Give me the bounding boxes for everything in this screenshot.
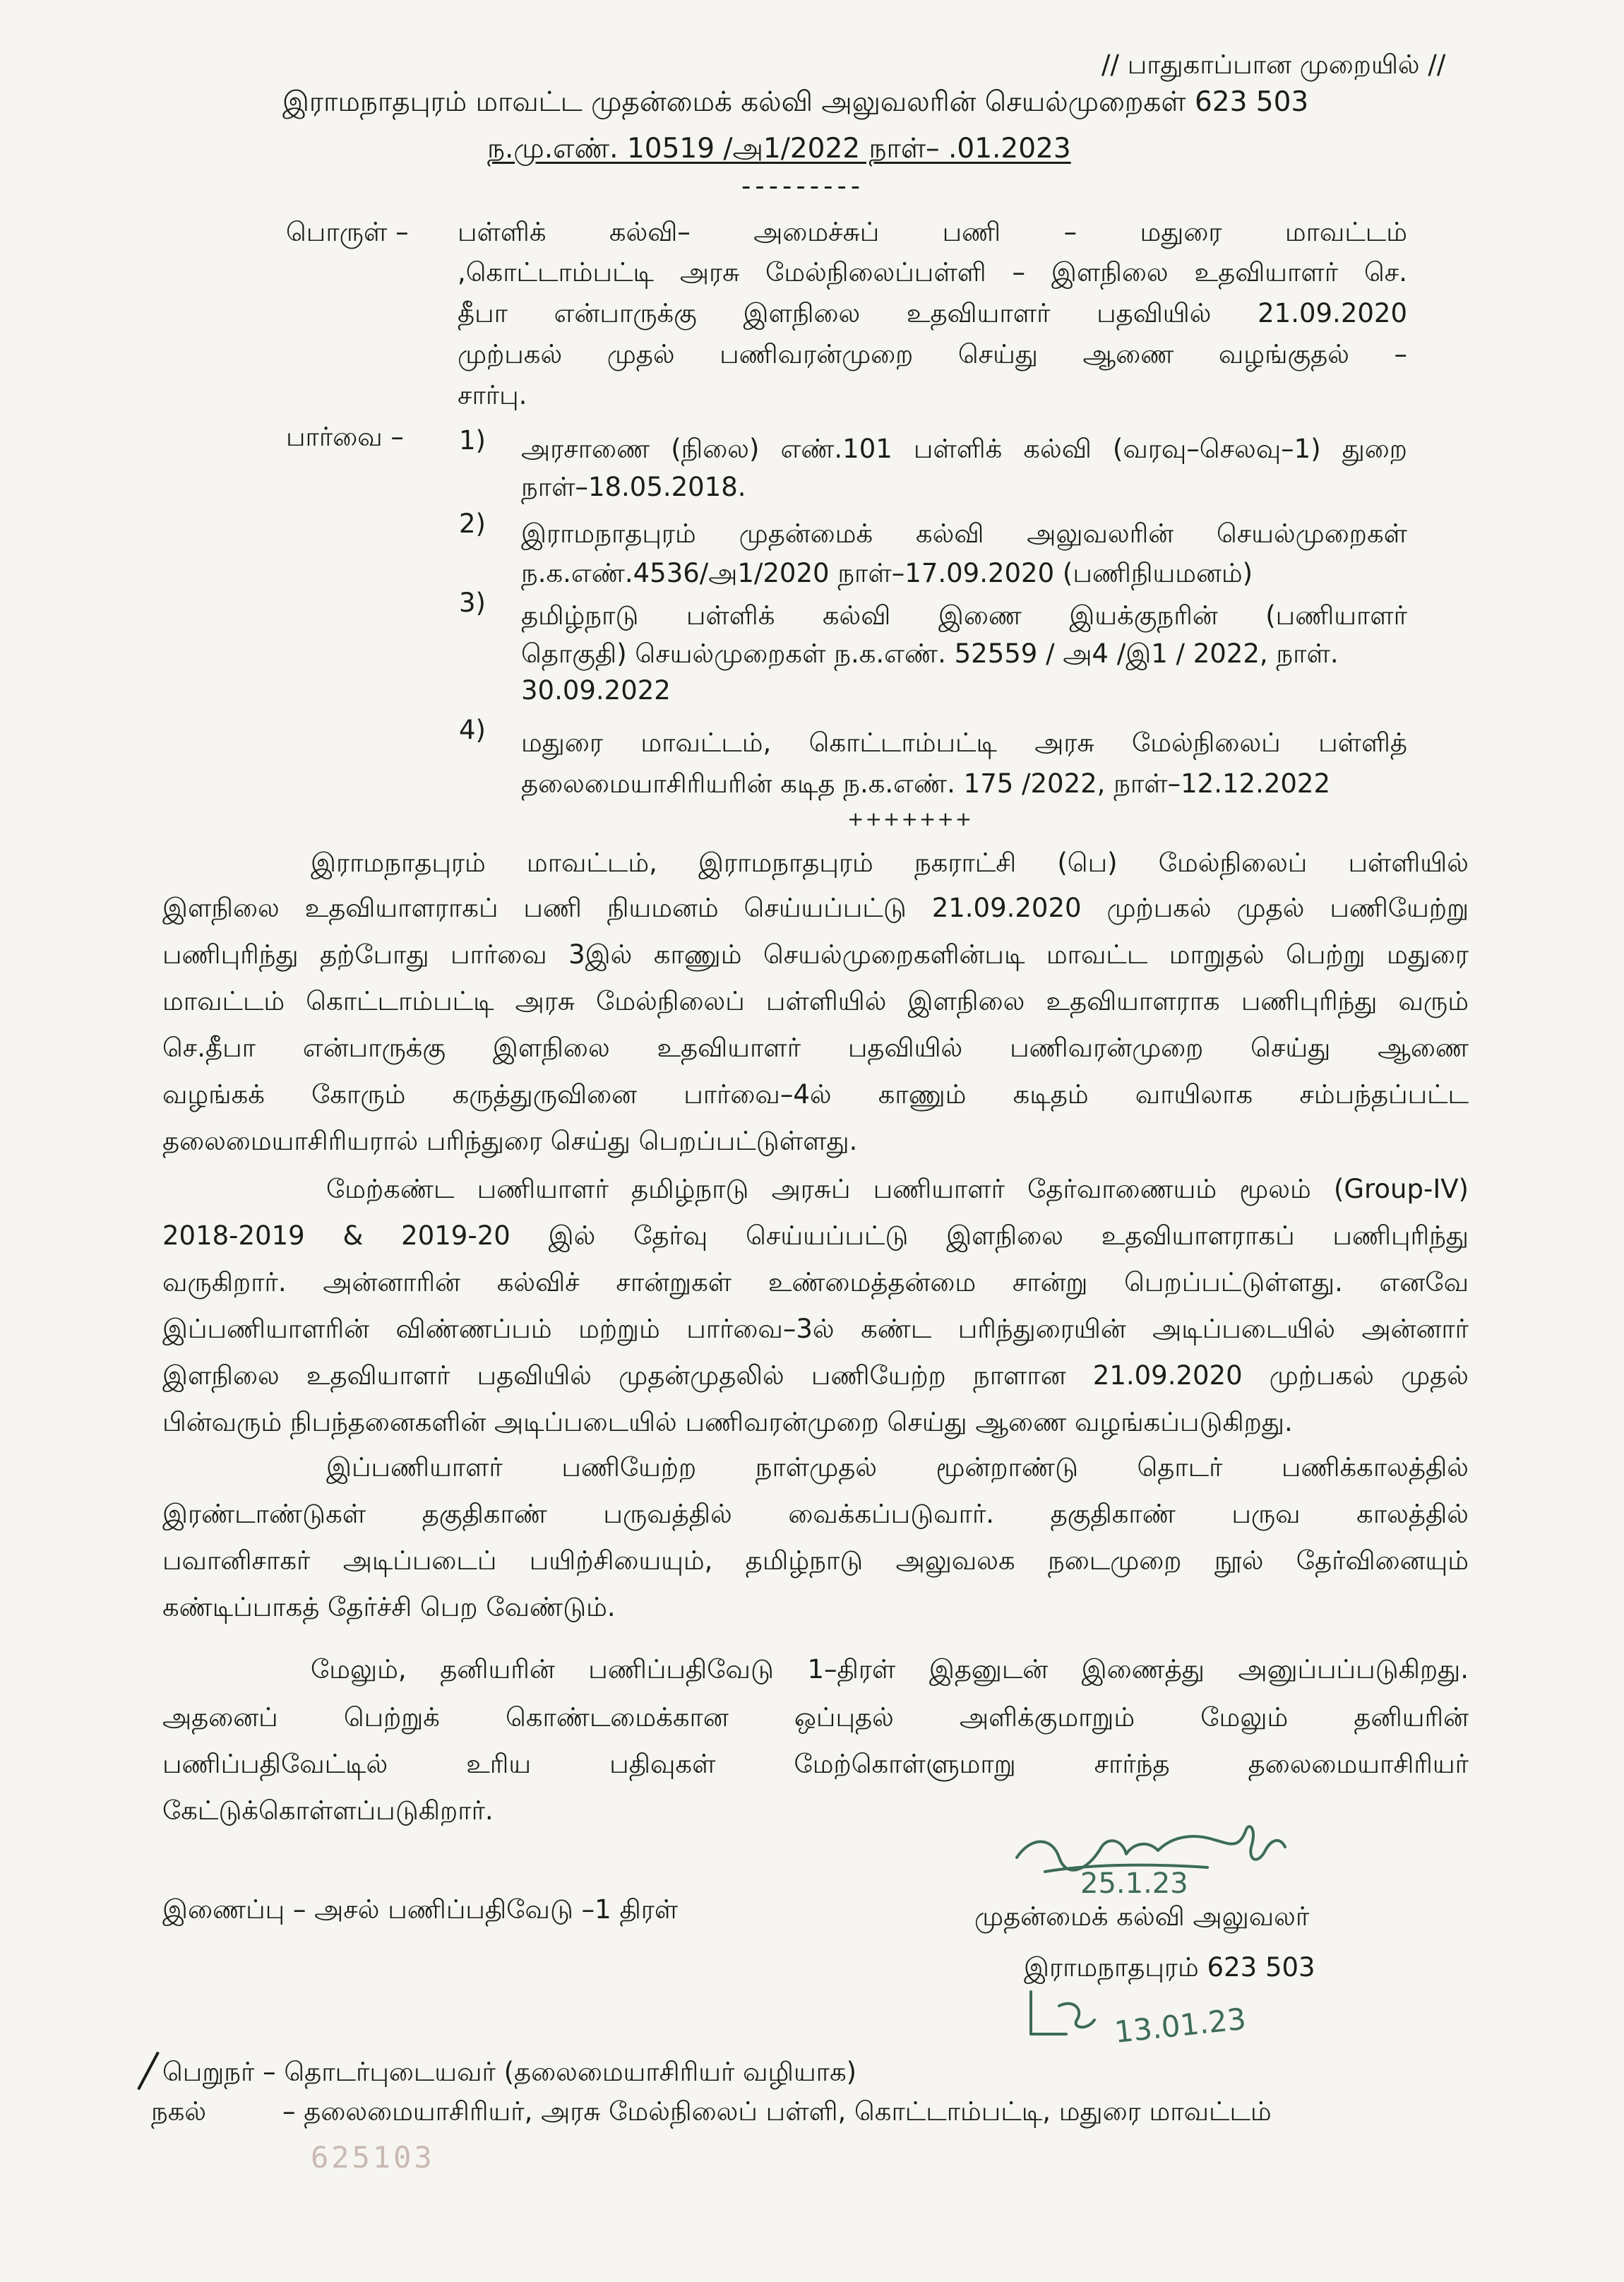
plus-divider: +++++++ — [847, 807, 974, 831]
reference-2-line-1: இராமநாதபுரம் முதன்மைக் கல்வி அலுவலரின் செயல்முறைகள் — [521, 518, 1407, 549]
reference-3-line-1: தமிழ்நாடு பள்ளிக் கல்வி இணை இயக்குநரின் (பணியாளர் — [521, 600, 1407, 631]
reference-number-1: 1) — [459, 425, 486, 456]
subject-line-2: ,கொட்டாம்பட்டி அரசு மேல்நிலைப்பள்ளி – இளநிலை உதவியாளர் செ. — [458, 257, 1407, 287]
para2-line-4: இப்பணியாளரின் விண்ணப்பம் மற்றும் பார்வை–3ல் கண்ட பரிந்துரையின் அடிப்படையில் அன்னார் — [162, 1314, 1469, 1344]
office-title: இராமநாதபுரம் மாவட்ட முதன்மைக் கல்வி அலுவலரின் செயல்முறைகள் 623 503 — [282, 86, 1309, 118]
para1-line-5: செ.தீபா என்பாருக்கு இளநிலை உதவியாளர் பதவியில் பணிவரன்முறை செய்து ஆணை — [162, 1033, 1469, 1063]
para1-line-3: பணிபுரிந்து தற்போது பார்வை 3இல் காணும் செயல்முறைகளின்படி மாவட்ட மாறுதல் பெற்று மதுரை — [162, 939, 1469, 970]
reference-3-line-3: 30.09.2022 — [521, 675, 671, 706]
copy-label: நகல் — [151, 2096, 207, 2127]
para4-line-2: அதனைப் பெற்றுக் கொண்டமைக்கான ஒப்புதல் அளிக்குமாறும் மேலும் தனியரின் — [162, 1702, 1469, 1733]
reference-number-2: 2) — [459, 509, 486, 539]
reference-1-line-2: நாள்–18.05.2018. — [521, 472, 746, 502]
officer-signature — [1003, 1808, 1313, 1900]
stamp-number: 625103 — [311, 2140, 435, 2175]
initials-mark — [1017, 1978, 1313, 2055]
recipient-slash — [137, 2052, 160, 2091]
para1-line-2: இளநிலை உதவியாளராகப் பணி நியமனம் செய்யப்பட்டு 21.09.2020 முற்பகல் முதல் பணியேற்று — [162, 893, 1469, 923]
para2-line-3: வருகிறார். அன்னாரின் கல்விச் சான்றுகள் உண்மைத்தன்மை சான்று பெறப்பட்டுள்ளது. எனவே — [162, 1267, 1469, 1297]
para4-line-1: மேலும், தனியரின் பணிப்பதிவேடு 1–திரள் இதனுடன் இணைத்து அனுப்பப்படுகிறது. — [311, 1654, 1469, 1684]
references-label: பார்வை – — [286, 422, 404, 452]
reference-4-line-1: மதுரை மாவட்டம், கொட்டாம்பட்டி அரசு மேல்நிலைப் பள்ளித் — [521, 727, 1407, 758]
reference-2-line-2: ந.க.எண்.4536/அ1/2020 நாள்–17.09.2020 (பணிநியமனம்) — [521, 558, 1253, 588]
para3-line-1: இப்பணியாளர் பணியேற்ற நாள்முதல் மூன்றாண்டு தொடர் பணிக்காலத்தில் — [326, 1452, 1469, 1482]
para2-line-6: பின்வரும் நிபந்தனைகளின் அடிப்படையில் பணிவரன்முறை செய்து ஆணை வழங்கப்படுகிறது. — [162, 1407, 1293, 1437]
reference-number-3: 3) — [459, 588, 486, 618]
reference-number-4: 4) — [459, 715, 486, 745]
para2-line-5: இளநிலை உதவியாளர் பதவியில் முதன்முதலில் பணியேற்ற நாளான 21.09.2020 முற்பகல் முதல் — [162, 1360, 1469, 1391]
officer-designation: முதன்மைக் கல்வி அலுவலர் — [974, 1901, 1310, 1932]
para1-line-4: மாவட்டம் கொட்டாம்பட்டி அரசு மேல்நிலைப் பள்ளியில் இளநிலை உதவியாளராக பணிபுரிந்து வரும் — [162, 986, 1469, 1016]
subject-line-3: தீபா என்பாருக்கு இளநிலை உதவியாளர் பதவியில் 21.09.2020 — [458, 298, 1407, 328]
reference-number: ந.மு.எண். 10519 /அ1/2022 நாள்– .01.2023 — [487, 133, 1071, 165]
para3-line-3: பவானிசாகர் அடிப்படைப் பயிற்சியையும், தமிழ்நாடு அலுவலக நடைமுறை நூல் தேர்வினையும் — [162, 1545, 1469, 1576]
para4-line-3: பணிப்பதிவேட்டில் உரிய பதிவுகள் மேற்கொள்ளுமாறு சார்ந்த தலைமையாசிரியர் — [162, 1749, 1469, 1779]
para1-line-6: வழங்கக் கோரும் கருத்துருவினை பார்வை–4ல் காணும் கடிதம் வாயிலாக சம்பந்தப்பட்ட — [162, 1079, 1469, 1110]
para3-line-2: இரண்டாண்டுகள் தகுதிகாண் பருவத்தில் வைக்கப்படுவார். தகுதிகாண் பருவ காலத்தில் — [162, 1499, 1469, 1529]
para1-line-1: இராமநாதபுரம் மாவட்டம், இராமநாதபுரம் நகராட்சி (பெ) மேல்நிலைப் பள்ளியில் — [311, 848, 1469, 878]
recipient-line: பெறுநர் – தொடர்புடையவர் (தலைமையாசிரியர் வழியாக) — [162, 2057, 857, 2087]
reference-3-line-2: தொகுதி) செயல்முறைகள் ந.க.எண். 52559 / அ4 /இ1 / 2022, நாள். — [521, 638, 1339, 669]
subject-line-5: சார்பு. — [458, 380, 527, 410]
initials-date: 13.01.23 — [1112, 2001, 1248, 2050]
subject-line-1: பள்ளிக் கல்வி– அமைச்சுப் பணி – மதுரை மாவட்டம் — [458, 217, 1407, 247]
reference-1-line-1: அரசாணை (நிலை) எண்.101 பள்ளிக் கல்வி (வரவு–செலவு–1) துறை — [521, 434, 1407, 464]
copy-line: – தலைமையாசிரியர், அரசு மேல்நிலைப் பள்ளி, கொட்டாம்பட்டி, மதுரை மாவட்டம் — [282, 2096, 1272, 2127]
subject-line-4: முற்பகல் முதல் பணிவரன்முறை செய்து ஆணை வழங்குதல் – — [458, 339, 1407, 369]
para4-line-4: கேட்டுக்கொள்ளப்படுகிறார். — [162, 1795, 494, 1826]
enclosure-note: இணைப்பு – அசல் பணிப்பதிவேடு –1 திரள் — [162, 1894, 679, 1925]
para3-line-4: கண்டிப்பாகத் தேர்ச்சி பெற வேண்டும். — [162, 1592, 616, 1622]
signature-date: 25.1.23 — [1080, 1867, 1188, 1900]
reference-4-line-2: தலைமையாசிரியரின் கடித ந.க.எண். 175 /2022, நாள்–12.12.2022 — [521, 768, 1330, 799]
para2-line-1: மேற்கண்ட பணியாளர் தமிழ்நாடு அரசுப் பணியாளர் தேர்வாணையம் மூலம் (Group-IV) — [326, 1174, 1469, 1204]
security-note: // பாதுகாப்பான முறையில் // — [1101, 49, 1446, 80]
subject-label: பொருள் – — [286, 217, 409, 247]
officer-place: இராமநாதபுரம் 623 503 — [1024, 1952, 1315, 1983]
para1-line-7: தலைமையாசிரியரால் பரிந்துரை செய்து பெறப்பட்டுள்ளது. — [162, 1126, 858, 1156]
dash-divider: --------- — [741, 171, 865, 201]
para2-line-2: 2018-2019 & 2019-20 இல் தேர்வு செய்யப்பட்டு இளநிலை உதவியாளராகப் பணிபுரிந்து — [162, 1220, 1469, 1251]
